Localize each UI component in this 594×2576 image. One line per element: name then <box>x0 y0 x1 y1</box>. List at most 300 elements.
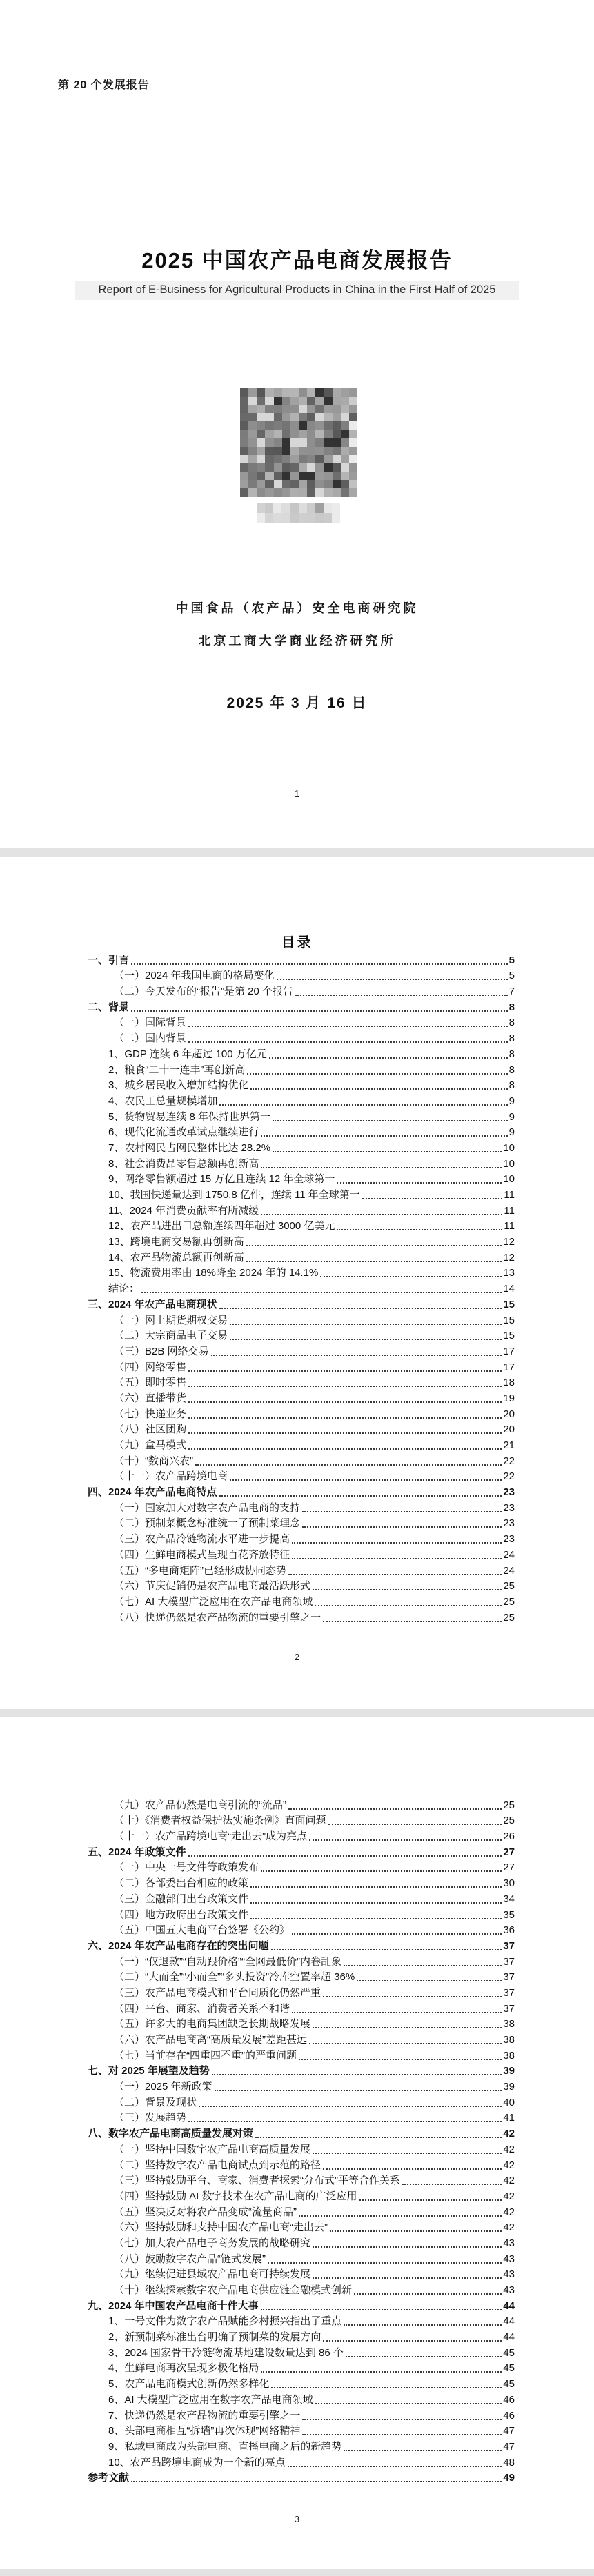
mosaic-cell <box>324 480 332 488</box>
mosaic-cell <box>248 438 257 446</box>
mosaic-cell <box>265 405 273 413</box>
toc-dot-leader <box>302 1526 502 1528</box>
toc-entry[interactable] <box>88 1484 515 1499</box>
toc-entry[interactable] <box>88 1155 515 1171</box>
toc-entry[interactable] <box>88 968 515 984</box>
toc-entry-page: 8 <box>508 1001 515 1013</box>
toc-entry-page: 27 <box>503 1861 515 1874</box>
mosaic-cell <box>290 463 299 472</box>
mosaic-cell <box>333 438 341 446</box>
toc-dot-leader <box>309 2043 502 2044</box>
toc-entry[interactable] <box>88 1859 515 1875</box>
toc-entry-page: 34 <box>503 1893 515 1905</box>
toc-entry[interactable] <box>88 1937 515 1953</box>
toc-dot-leader <box>323 1621 502 1622</box>
toc-entry[interactable] <box>88 1124 515 1140</box>
toc-entry[interactable] <box>88 1562 515 1578</box>
mosaic-cell <box>265 447 273 455</box>
toc-entry[interactable] <box>88 2438 515 2454</box>
toc-entry-page: 25 <box>503 1611 515 1624</box>
toc-entry[interactable] <box>88 1609 515 1625</box>
mosaic-cell <box>349 388 357 397</box>
mosaic-cell <box>257 513 265 523</box>
mosaic-cell <box>341 480 349 488</box>
toc-entry[interactable] <box>88 2235 515 2250</box>
toc-entry[interactable] <box>88 2219 515 2235</box>
toc-entry[interactable] <box>88 1046 515 1061</box>
toc-entry-label: （十）《消费者权益保护法实施条例》直面问题 <box>114 1815 326 1827</box>
mosaic-cell <box>341 397 349 405</box>
toc-dot-leader <box>261 1870 502 1872</box>
toc-entry-label: 15、物流费用率由 18%降至 2024 年的 14.1% <box>108 1267 319 1279</box>
mosaic-cell <box>315 463 324 472</box>
toc-entry[interactable] <box>88 1593 515 1609</box>
toc-entry[interactable] <box>88 1296 515 1312</box>
toc-entry-page: 7 <box>508 986 515 998</box>
toc-entry[interactable] <box>88 1906 515 1922</box>
mosaic-cell <box>274 488 282 497</box>
toc-dot-leader <box>344 2450 502 2451</box>
toc-entry-label: （十）“数商兴农” <box>114 1455 193 1467</box>
mosaic-cell <box>315 513 324 523</box>
toc-entry-page: 9 <box>508 1126 515 1139</box>
toc-dot-leader <box>188 1041 508 1043</box>
toc-entry[interactable] <box>88 1108 515 1124</box>
mosaic-cell <box>240 480 248 488</box>
toc-entry-page: 27 <box>503 1846 515 1858</box>
toc-entry-label: （三）农产品电商模式和平台同质化仍然严重 <box>114 1986 321 1999</box>
toc-entry-label: 1、一号文件为数字农产品赋能乡村振兴指出了重点 <box>108 2315 342 2328</box>
toc-entry[interactable] <box>88 1797 515 1813</box>
toc-entry-page: 42 <box>503 2221 515 2234</box>
toc-dot-leader <box>313 2027 502 2028</box>
toc-entry-label: 1、GDP 连续 6 年超过 100 万亿元 <box>108 1048 267 1060</box>
toc-dot-leader <box>188 1417 502 1419</box>
toc-entry-label: 五、2024 年政策文件 <box>88 1846 186 1858</box>
toc-entry[interactable] <box>88 2391 515 2407</box>
toc-entry-page: 44 <box>503 2299 515 2312</box>
toc-dot-leader <box>344 2324 502 2326</box>
toc-entry[interactable] <box>88 1452 515 1468</box>
mosaic-cell <box>281 503 290 513</box>
toc-entry[interactable] <box>88 1515 515 1531</box>
toc-entry[interactable] <box>88 1343 515 1359</box>
mosaic-cell <box>248 413 257 421</box>
toc-entry-page: 8 <box>508 1048 515 1060</box>
toc-entry-page: 40 <box>503 2096 515 2108</box>
mosaic-cell <box>307 430 315 438</box>
mosaic-cell <box>257 472 265 480</box>
toc-entry[interactable] <box>88 2375 515 2391</box>
toc-entry[interactable] <box>88 2125 515 2141</box>
toc-entry-page: 19 <box>503 1392 515 1404</box>
toc-dot-leader <box>269 1057 508 1059</box>
mosaic-cell <box>333 455 341 463</box>
mosaic-cell <box>307 438 315 446</box>
toc-entry-label: （六）直播带货 <box>114 1392 187 1404</box>
toc-entry[interactable] <box>88 1844 515 1859</box>
toc-entry[interactable] <box>88 1546 515 1562</box>
mosaic-cell <box>299 472 307 480</box>
toc-entry[interactable] <box>88 2423 515 2439</box>
mosaic-cell <box>274 455 282 463</box>
mosaic-cell <box>299 421 307 430</box>
mosaic-cell <box>248 421 257 430</box>
toc-entry[interactable] <box>88 2454 515 2470</box>
mosaic-cell <box>333 397 341 405</box>
mosaic-cell <box>324 463 332 472</box>
mosaic-cell <box>248 455 257 463</box>
toc-dot-leader <box>354 2293 502 2295</box>
toc-dot-leader <box>219 1308 502 1309</box>
toc-entry-page: 39 <box>503 2065 515 2077</box>
toc-dot-leader <box>212 2074 502 2075</box>
mosaic-cell <box>307 413 315 421</box>
mosaic-cell <box>315 405 324 413</box>
toc-entry-page: 5 <box>508 970 515 982</box>
toc-entry-page: 45 <box>503 2362 515 2375</box>
mosaic-cell <box>290 421 299 430</box>
mosaic-cell <box>290 438 299 446</box>
toc-entry-page: 42 <box>503 2190 515 2202</box>
mosaic-cell <box>333 480 341 488</box>
toc-dot-leader <box>292 1558 502 1559</box>
toc-entry[interactable] <box>88 1468 515 1484</box>
toc-entry-page: 25 <box>503 1815 515 1827</box>
mosaic-cell <box>333 405 341 413</box>
toc-entry[interactable] <box>88 1578 515 1594</box>
toc-dot-leader <box>299 2215 502 2217</box>
toc-entry[interactable] <box>88 1249 515 1265</box>
mosaic-cell <box>324 388 332 397</box>
toc-dot-leader <box>346 2356 502 2357</box>
toc-dot-leader <box>188 2121 502 2122</box>
toc-entry[interactable] <box>88 1077 515 1093</box>
toc-entry-page: 47 <box>503 2425 515 2437</box>
toc-dot-leader <box>330 2230 502 2232</box>
toc-entry[interactable] <box>88 1186 515 1202</box>
toc-dot-leader <box>328 1824 502 1825</box>
toc-entry-page: 41 <box>503 2112 515 2124</box>
toc-dot-leader <box>250 1918 502 1919</box>
toc-entry-label: 2、新预制菜标准出台明确了预制菜的发展方向 <box>108 2331 321 2344</box>
toc-entry[interactable] <box>88 2360 515 2376</box>
mosaic-cell <box>282 388 290 397</box>
toc-entry[interactable] <box>88 2344 515 2360</box>
mosaic-cell <box>257 503 265 513</box>
toc-entry[interactable] <box>88 1922 515 1938</box>
mosaic-cell <box>341 388 349 397</box>
toc-entry-page: 9 <box>508 1095 515 1107</box>
toc-entry-label: （四）坚持鼓励 AI 数字技术在农产品电商的广泛应用 <box>114 2190 357 2202</box>
toc-entry[interactable] <box>88 1233 515 1249</box>
toc-entry[interactable] <box>88 2313 515 2329</box>
toc-entry[interactable] <box>88 2266 515 2282</box>
toc-entry[interactable] <box>88 1328 515 1344</box>
mosaic-cell <box>299 413 307 421</box>
toc-entry-label: 5、货物贸易连续 8 年保持世界第一 <box>108 1110 271 1123</box>
organization-line-1: 中国食品（农产品）安全电商研究院 <box>175 601 419 615</box>
toc-entry-page: 44 <box>503 2315 515 2328</box>
toc-entry[interactable] <box>88 2297 515 2313</box>
toc-entry[interactable] <box>88 1171 515 1187</box>
mosaic-cell <box>324 430 332 438</box>
toc-entry[interactable] <box>88 1092 515 1108</box>
toc-entry-page: 42 <box>503 2175 515 2187</box>
toc-dot-leader <box>195 1464 502 1466</box>
mosaic-cell <box>240 421 248 430</box>
mosaic-cell <box>349 455 357 463</box>
toc-entry[interactable] <box>88 2094 515 2110</box>
toc-list <box>88 952 515 1625</box>
toc-entry-label: 七、对 2025 年展望及趋势 <box>88 2065 210 2077</box>
mosaic-cell <box>315 438 324 446</box>
mosaic-cell <box>307 503 315 513</box>
mosaic-cell <box>274 463 282 472</box>
toc-entry[interactable] <box>88 2063 515 2079</box>
toc-entry[interactable] <box>88 1828 515 1844</box>
mosaic-cell <box>265 438 273 446</box>
page-number-1: 1 <box>294 788 300 799</box>
toc-entry-label: 四、2024 年农产品电商特点 <box>88 1486 217 1499</box>
toc-entry[interactable] <box>88 2250 515 2266</box>
toc-entry-label: （九）农产品仍然是电商引流的“流品” <box>114 1799 286 1811</box>
toc-entry[interactable] <box>88 1375 515 1390</box>
toc-entry-label: （二）今天发布的“报告”是第 20 个报告 <box>114 986 294 998</box>
toc-entry-label: （六）节庆促销仍是农产品电商最活跃形式 <box>114 1580 311 1592</box>
toc-dot-leader <box>323 2168 502 2170</box>
toc-entry[interactable] <box>88 2470 515 2486</box>
mosaic-cell <box>240 438 248 446</box>
toc-entry-page: 8 <box>508 1017 515 1029</box>
toc-entry[interactable] <box>88 2078 515 2094</box>
toc-dot-leader <box>246 1245 502 1246</box>
toc-dot-leader <box>188 1855 502 1857</box>
toc-entry-label: （一）“仅退款”“自动跟价格”“全网最低价”内卷乱象 <box>114 1955 341 1968</box>
toc-entry-page: 23 <box>503 1533 515 1546</box>
report-series-label: 第 20 个发展报告 <box>58 79 150 91</box>
page-separator <box>0 2569 594 2576</box>
toc-entry-page: 42 <box>503 2159 515 2171</box>
toc-entry-label: （四）生鲜电商模式呈现百花齐放特征 <box>114 1548 290 1561</box>
mosaic-cell <box>240 455 248 463</box>
mosaic-cell <box>307 480 315 488</box>
toc-entry[interactable] <box>88 1953 515 1969</box>
toc-dot-leader <box>261 1135 507 1137</box>
mosaic-cell <box>349 480 357 488</box>
toc-dot-leader <box>313 2246 502 2248</box>
toc-entry[interactable] <box>88 1312 515 1328</box>
toc-entry-label: （三）农产品冷链物流水平进一步提高 <box>114 1533 290 1546</box>
toc-entry-page: 17 <box>503 1345 515 1357</box>
mosaic-cell <box>341 447 349 455</box>
toc-entry-label: （九）继续促进县域农产品电商可持续发展 <box>114 2268 311 2281</box>
toc-entry-page: 8 <box>508 1079 515 1092</box>
mosaic-cell <box>299 503 307 513</box>
toc-entry[interactable] <box>88 2157 515 2173</box>
toc-entry-label: （四）地方政府出台政策文件 <box>114 1908 249 1921</box>
toc-entry-page: 37 <box>503 1986 515 1999</box>
toc-entry-label: 5、农产品电商模式创新仍然多样化 <box>108 2378 270 2390</box>
toc-entry[interactable] <box>88 1437 515 1452</box>
toc-entry[interactable] <box>88 1061 515 1077</box>
mosaic-cell <box>299 455 307 463</box>
toc-entry[interactable] <box>88 1280 515 1296</box>
toc-entry[interactable] <box>88 2031 515 2047</box>
toc-entry-label: 参考文献 <box>88 2472 130 2484</box>
mosaic-cell <box>307 488 315 497</box>
toc-entry-label: （八）社区团购 <box>114 1424 187 1436</box>
mosaic-cell <box>248 430 257 438</box>
toc-entry-page: 39 <box>503 2081 515 2093</box>
toc-entry[interactable] <box>88 952 515 968</box>
toc-entry[interactable] <box>88 1015 515 1030</box>
mosaic-cell <box>248 463 257 472</box>
mosaic-cell <box>315 430 324 438</box>
toc-entry-page: 5 <box>508 954 515 966</box>
toc-entry[interactable] <box>88 1218 515 1234</box>
toc-entry-label: （二）预制菜概念标准统一了预制菜理念 <box>114 1517 301 1530</box>
mosaic-cell <box>307 455 315 463</box>
mosaic-cell <box>333 388 341 397</box>
toc-entry-page: 35 <box>503 1908 515 1921</box>
mosaic-cell <box>257 447 265 455</box>
mosaic-cell <box>240 413 248 421</box>
toc-entry[interactable] <box>88 1499 515 1515</box>
toc-entry[interactable] <box>88 1421 515 1437</box>
toc-entry[interactable] <box>88 1890 515 1906</box>
toc-dot-leader <box>292 2012 502 2013</box>
toc-entry[interactable] <box>88 2188 515 2204</box>
mosaic-cell <box>240 463 248 472</box>
toc-entry-label: 3、城乡居民收入增加结构优化 <box>108 1079 249 1092</box>
toc-entry[interactable] <box>88 1969 515 1985</box>
toc-entry-label: 九、2024 年中国农产品电商十件大事 <box>88 2299 259 2312</box>
mosaic-cell <box>341 488 349 497</box>
toc-entry[interactable] <box>88 1359 515 1375</box>
toc-dot-leader <box>131 1010 508 1012</box>
toc-dot-leader <box>313 2153 502 2154</box>
toc-entry-page: 9 <box>508 1110 515 1123</box>
mosaic-cell <box>333 430 341 438</box>
mosaic-cell <box>274 421 282 430</box>
toc-entry[interactable] <box>88 1984 515 2000</box>
toc-entry[interactable] <box>88 1406 515 1421</box>
toc-dot-leader <box>299 2059 502 2060</box>
toc-entry[interactable] <box>88 2000 515 2016</box>
mosaic-cell <box>299 513 307 523</box>
toc-entry[interactable] <box>88 2141 515 2157</box>
toc-entry-page: 26 <box>503 1830 515 1843</box>
toc-dot-leader <box>211 1355 502 1356</box>
toc-entry-label: （四）网络零售 <box>114 1361 187 1373</box>
toc-entry-label: （九）盒马模式 <box>114 1439 187 1451</box>
toc-entry[interactable] <box>88 2407 515 2423</box>
toc-entry[interactable] <box>88 1265 515 1281</box>
toc-entry[interactable] <box>88 2282 515 2297</box>
mosaic-cell <box>307 388 315 397</box>
toc-entry[interactable] <box>88 2016 515 2032</box>
toc-entry-label: 7、快递仍然是农产品物流的重要引擎之一 <box>108 2409 301 2422</box>
toc-entry-page: 45 <box>503 2346 515 2359</box>
mosaic-cell <box>349 472 357 480</box>
toc-entry[interactable] <box>88 2047 515 2063</box>
mosaic-cell <box>290 430 299 438</box>
toc-entry-label: 3、2024 国家骨干冷链物流基地建设数量达到 86 个 <box>108 2346 344 2359</box>
toc-dot-leader <box>288 2466 502 2467</box>
toc-entry[interactable] <box>88 2173 515 2188</box>
mosaic-cell <box>248 405 257 413</box>
toc-dot-leader <box>292 1933 502 1935</box>
mosaic-cell <box>333 472 341 480</box>
toc-entry-label: （三）金融部门出台政策文件 <box>114 1893 249 1905</box>
toc-entry[interactable] <box>88 2328 515 2344</box>
toc-dot-leader <box>188 1386 502 1387</box>
toc-dot-leader <box>250 1886 502 1888</box>
toc-entry-label: 4、农民工总量规模增加 <box>108 1095 218 1107</box>
mosaic-cell <box>290 503 298 513</box>
toc-entry[interactable] <box>88 1030 515 1046</box>
toc-heading: 目录 <box>281 935 313 950</box>
mosaic-cell <box>265 463 273 472</box>
mosaic-cell <box>324 513 332 523</box>
toc-entry-label: （六）坚持鼓励和支持中国农产品电商“走出去” <box>114 2221 328 2234</box>
mosaic-cell <box>324 397 332 405</box>
toc-entry[interactable] <box>88 1390 515 1406</box>
toc-entry-label: 10、我国快递量达到 1750.8 亿件，连续 11 年全球第一 <box>108 1189 360 1201</box>
toc-entry-page: 38 <box>503 2049 515 2061</box>
toc-entry[interactable] <box>88 1813 515 1828</box>
toc-entry[interactable] <box>88 1530 515 1546</box>
mosaic-cell <box>290 447 299 455</box>
mosaic-cell <box>290 513 298 523</box>
toc-entry-page: 37 <box>503 1939 515 1952</box>
toc-entry[interactable] <box>88 1875 515 1890</box>
toc-entry[interactable] <box>88 2204 515 2219</box>
mosaic-cell <box>248 388 257 397</box>
mosaic-cell <box>315 397 324 405</box>
toc-entry-page: 42 <box>503 2143 515 2155</box>
toc-entry-label: 一、引言 <box>88 954 130 966</box>
toc-entry-label: （六）农产品电商离“高质量发展”差距甚远 <box>114 2034 307 2046</box>
toc-dot-leader <box>230 1339 502 1340</box>
toc-entry[interactable] <box>88 983 515 999</box>
mosaic-cell <box>273 513 281 523</box>
mosaic-cell <box>274 397 282 405</box>
mosaic-cell <box>341 463 349 472</box>
mosaic-cell <box>299 397 307 405</box>
toc-entry-page: 44 <box>503 2331 515 2344</box>
toc-entry-page: 37 <box>503 1955 515 1968</box>
toc-entry-page: 25 <box>503 1580 515 1592</box>
toc-page-1 <box>0 857 594 1709</box>
mosaic-cell <box>257 455 265 463</box>
toc-entry[interactable] <box>88 999 515 1015</box>
toc-entry[interactable] <box>88 1139 515 1155</box>
mosaic-cell <box>248 447 257 455</box>
mosaic-cell <box>349 413 357 421</box>
mosaic-cell <box>299 438 307 446</box>
toc-entry-page: 12 <box>503 1251 515 1264</box>
toc-entry-label: （十）继续探索数字农产品电商供应链金融模式创新 <box>114 2284 353 2296</box>
mosaic-cell <box>282 438 290 446</box>
mosaic-cell <box>315 447 324 455</box>
mosaic-cell <box>265 388 273 397</box>
toc-entry[interactable] <box>88 2110 515 2126</box>
mosaic-cell <box>265 472 273 480</box>
toc-entry[interactable] <box>88 1202 515 1218</box>
mosaic-cell <box>290 397 299 405</box>
